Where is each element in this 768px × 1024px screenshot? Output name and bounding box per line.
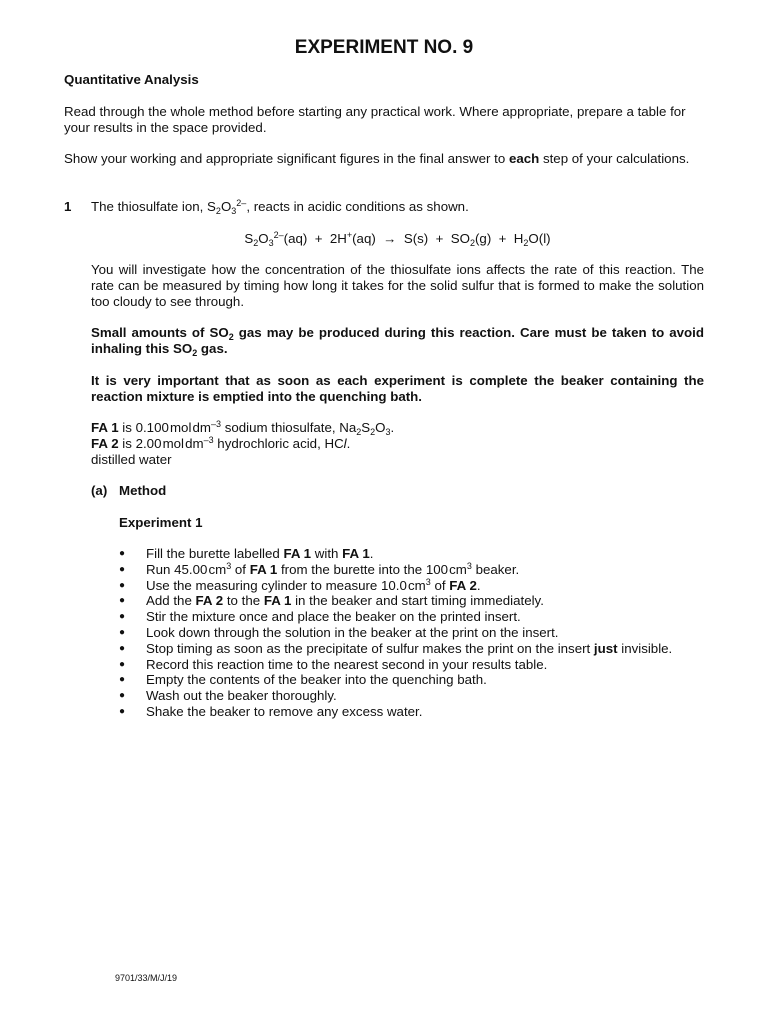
list-item: ● Fill the burette labelled FA 1 with FA 1. xyxy=(119,546,719,562)
part-title: Method xyxy=(119,483,167,498)
reagent-fa1-label: FA 1 xyxy=(91,420,119,435)
part-label: (a) xyxy=(91,483,108,498)
list-item: ● Stir the mixture once and place the beaker on the printed insert. xyxy=(119,609,719,625)
reaction-equation: $S_2O_3^{2-}(aq) + 2H^+(aq) \to S(s) + SO_2(g) + H_2O(l)$ xyxy=(244,230,551,248)
reagent-fa2-label: FA 2 xyxy=(91,436,119,451)
reagent-fa1: FA 1 is 0.100 mol $dm^{-3}$ sodium thiosulfate, $Na_2S_2O_3$. xyxy=(91,419,395,437)
list-item: ● Empty the contents of the beaker into the quenching bath. xyxy=(119,672,719,688)
intro-paragraph-1: Read through the whole method before starting any practical work. Where appropriate, prepare a table for your results in the space provided. xyxy=(64,104,686,135)
section-heading: Quantitative Analysis xyxy=(64,72,199,87)
page-footer-code: 9701/33/M/J/19 xyxy=(115,973,178,983)
intro-p2-start: Show your working and appropriate significant figures in the final answer to xyxy=(64,151,509,166)
method-steps xyxy=(119,546,719,720)
list-item: ● Wash out the beaker thoroughly. xyxy=(119,688,719,704)
list-item: ● Look down through the solution in the beaker at the print on the insert. xyxy=(119,625,719,641)
page-title: EXPERIMENT NO. 9 xyxy=(294,37,474,58)
list-item: ● Use the measuring cylinder to measure 10.0 $cm^3$ of FA 2. xyxy=(119,578,719,594)
list-item: ● Run 45.00 $cm^3$ of FA 1 from the burette into the 100 $cm^3$ beaker. xyxy=(119,562,719,578)
list-item: ● Stop timing as soon as the precipitate of sulfur makes the print on the insert just invisible. xyxy=(119,641,719,657)
reagent-fa2: FA 2 is 2.00 mol $dm^{-3}$ hydrochloric acid, HCl. xyxy=(91,435,351,451)
experiment-title: Experiment 1 xyxy=(119,515,203,530)
quenching-warning: It is very important that as soon as each experiment is complete the beaker containing the reaction mixture is emptied into the quenching bath. xyxy=(91,373,704,404)
intro-p2-emphasis: each xyxy=(508,151,540,166)
list-item: ● Record this reaction time to the nearest second in your results table. xyxy=(119,657,719,673)
intro-p2-end: step of your calculations. xyxy=(539,151,690,166)
safety-warning-so2: Small amounts of $SO_2$ gas may be produced during this reaction. Care must be taken to avoid inhaling this $SO_2$ gas. xyxy=(91,325,704,358)
list-item: ● Shake the beaker to remove any excess water. xyxy=(119,704,719,720)
intro-paragraph-2 xyxy=(64,151,704,167)
reagent-water: distilled water xyxy=(91,452,172,467)
list-item: ● Add the FA 2 to the FA 1 in the beaker and start timing immediately. xyxy=(119,593,719,609)
question-number: 1 xyxy=(64,199,72,214)
question-intro: The thiosulfate ion, $S_2O_3^{2-}$, reacts in acidic conditions as shown. xyxy=(91,198,469,216)
method-description: You will investigate how the concentration of the thiosulfate ions affects the rate of this reaction. The rate can be measured by timing how long it takes for the solid sulfur that is formed to make the solution too cloudy to see through. xyxy=(91,262,704,309)
